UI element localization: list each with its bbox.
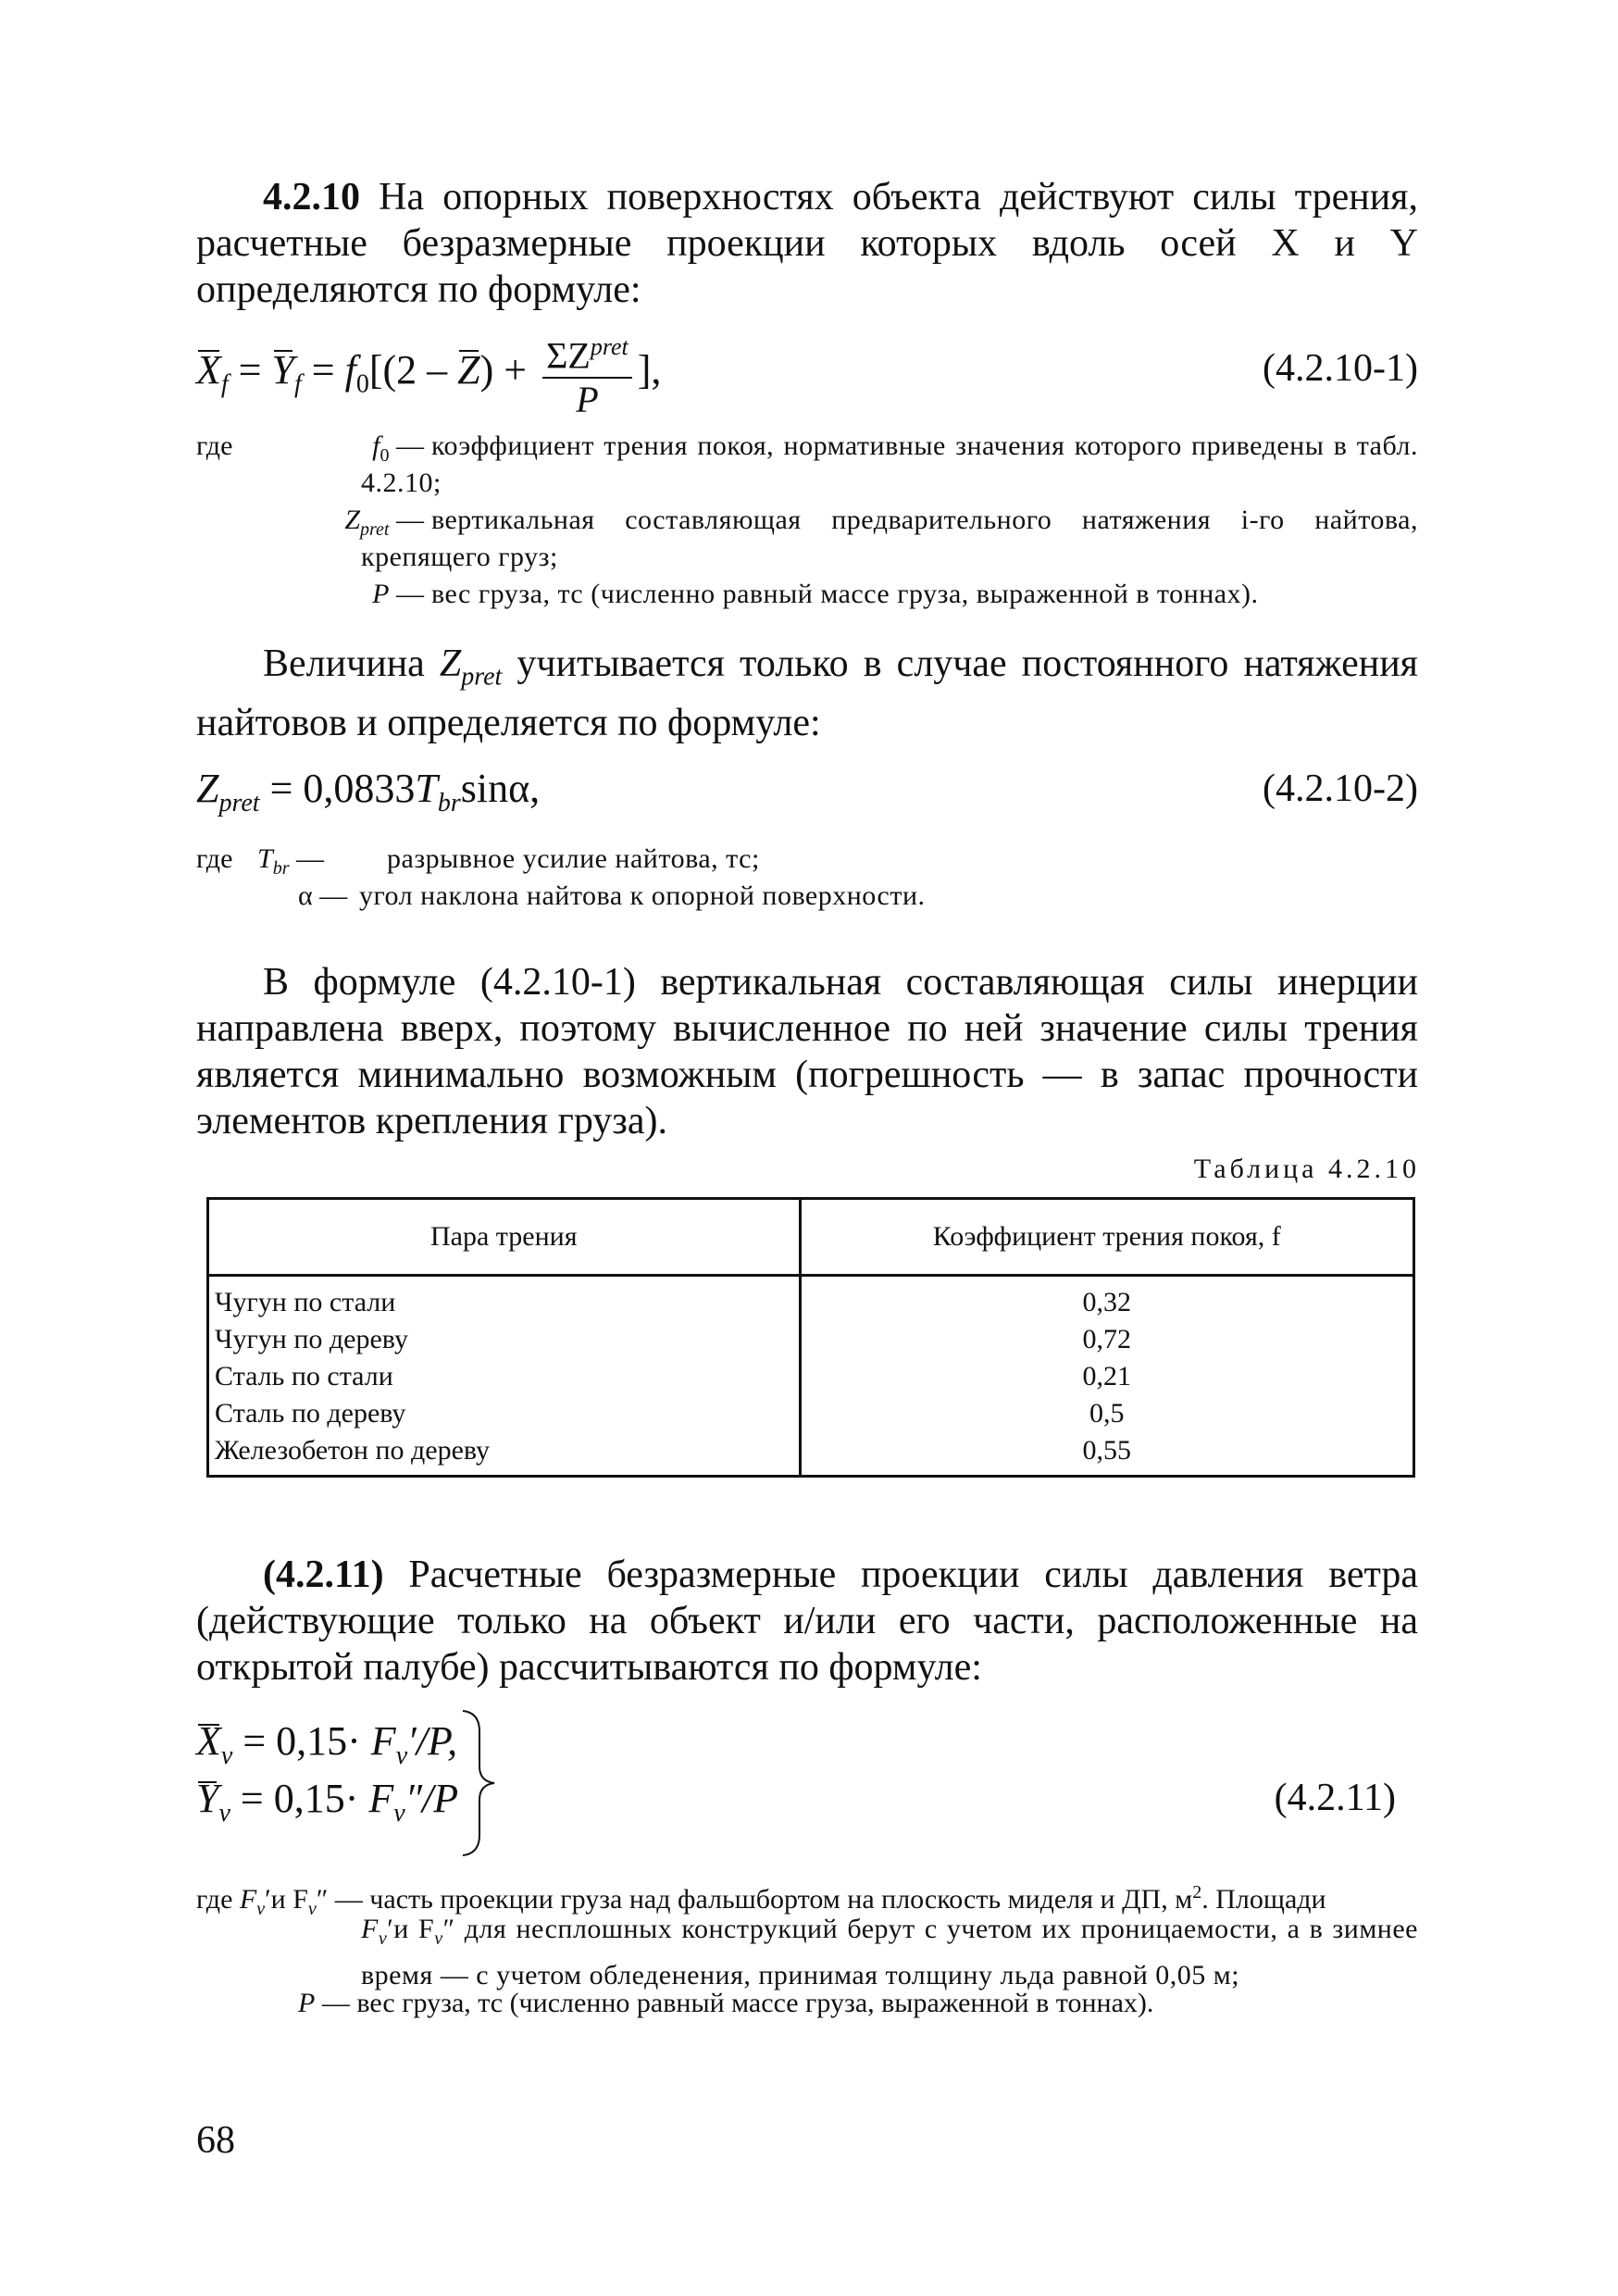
formula-2-rhs: = 0,0833 bbox=[259, 766, 416, 811]
tbr-symbol: T bbox=[415, 766, 438, 811]
where-block-1 bbox=[196, 428, 1418, 613]
where-block-3 bbox=[196, 1874, 1418, 2022]
formula-4-2-10-2 bbox=[196, 765, 540, 818]
zpret-symbol: Z bbox=[439, 643, 462, 685]
section-number: 4.2.10 bbox=[263, 176, 360, 218]
where-fv-sub-2: v bbox=[307, 1899, 317, 1919]
friction-table bbox=[206, 1197, 1415, 1478]
table-cell-pair: Железобетон по дереву bbox=[208, 1432, 801, 1477]
zpret-paragraph bbox=[196, 641, 1418, 746]
table-row bbox=[208, 1321, 1414, 1358]
table-row bbox=[208, 1358, 1414, 1395]
table-cell-value: 0,55 bbox=[800, 1432, 1413, 1477]
xv-symbol: X bbox=[196, 1718, 221, 1764]
zpret-para-text-b: учитывается только в случае постоянного натяжения найтовов и определяется по формуле: bbox=[196, 643, 1418, 745]
fv-subscript: v bbox=[395, 1741, 408, 1770]
x-f-symbol: X bbox=[196, 346, 221, 393]
section-4-2-10-paragraph bbox=[196, 174, 1418, 313]
table-header-row bbox=[208, 1199, 1414, 1276]
yv-subscript: v bbox=[218, 1798, 230, 1828]
fv2-double-prime: ″ bbox=[404, 1775, 423, 1821]
where-fv-sup: 2 bbox=[1192, 1882, 1202, 1903]
y-f-symbol: Y bbox=[271, 346, 294, 393]
y-f-subscript: f bbox=[293, 369, 302, 399]
fraction-denominator: P bbox=[576, 379, 599, 421]
fraction bbox=[542, 326, 632, 421]
yv-end: /P bbox=[422, 1775, 459, 1821]
where-label-2: где bbox=[196, 843, 233, 874]
fraction-numerator: $\Sigma Z^{pret}$ bbox=[542, 326, 632, 379]
where-text-p: вес груза, тс (численно равный массе груза, выраженной в тоннах). bbox=[431, 579, 1259, 609]
right-brace-icon bbox=[461, 1709, 498, 1857]
fv-prime: ′ bbox=[407, 1718, 417, 1764]
fv2-symbol: F bbox=[368, 1775, 394, 1821]
equation-number-4-2-10-2: (4.2.10-2) bbox=[1263, 767, 1418, 810]
table-caption: Таблица 4.2.10 bbox=[1193, 1154, 1420, 1184]
table-cell-pair: Сталь по дереву bbox=[208, 1395, 801, 1432]
table-header-pair: Пара трения bbox=[208, 1199, 801, 1276]
equals-sign-2: = bbox=[301, 346, 345, 393]
where-symbol-tbr: $T_{br}$ — bbox=[257, 843, 324, 879]
where-fv2-sub-2: v bbox=[434, 1928, 443, 1949]
table-cell-pair: Чугун по стали bbox=[208, 1276, 801, 1322]
table-row bbox=[208, 1276, 1414, 1322]
tbr-subscript: br bbox=[437, 788, 461, 817]
where-symbol-p: P — bbox=[372, 579, 424, 609]
zpret-subscript: pret bbox=[461, 662, 503, 692]
formula-x-line bbox=[196, 1720, 458, 1778]
yv-rhs: = 0,15· bbox=[230, 1775, 369, 1821]
yv-symbol: Y bbox=[196, 1775, 219, 1821]
fv2-subscript: v bbox=[393, 1798, 405, 1828]
table-cell-value: 0,72 bbox=[800, 1321, 1413, 1358]
section-text-2: Расчетные безразмерные проекции силы давления ветра (действующие только на объект и/или его части, расположенные на открытой палубе) рассчитываются по формуле: bbox=[196, 1554, 1418, 1689]
table-cell-pair: Сталь по стали bbox=[208, 1358, 801, 1395]
formula-4-2-11 bbox=[196, 1720, 458, 1835]
section-4-2-11-paragraph bbox=[196, 1552, 1418, 1691]
inertia-paragraph: В формуле (4.2.10-1) вертикальная составляющая силы инерции направлена вверх, поэтому вычисленное по ней значение силы трения является минимально возможным (погрешность — в запас прочности элементов крепления груза). bbox=[196, 961, 1418, 1142]
table-cell-value: 0,5 bbox=[800, 1395, 1413, 1432]
table-row bbox=[208, 1432, 1414, 1477]
where-text-zpret: вертикальная составляющая предварительного натяжения i-го найтова, крепящего груз; bbox=[361, 505, 1418, 572]
page-number: 68 bbox=[196, 2119, 235, 2162]
where-fv2-symbol: F bbox=[361, 1914, 379, 1944]
xv-end: /P, bbox=[416, 1718, 458, 1764]
where-text-f0: коэффициент трения покоя, нормативные значения которого приведены в табл. 4.2.10; bbox=[361, 430, 1418, 498]
where-line-fv-cont bbox=[361, 1911, 1418, 1994]
section-number-2: (4.2.11) bbox=[263, 1554, 384, 1596]
formula-2-end: sinα, bbox=[460, 766, 541, 811]
table-header-coefficient: Коэффициент трения покоя, f bbox=[800, 1199, 1413, 1276]
where-line-p bbox=[298, 1985, 1153, 2022]
where-symbol-zpret: $Z_{pret}$ — bbox=[344, 505, 424, 540]
x-f-subscript: f bbox=[220, 369, 229, 399]
where-label-3: где bbox=[196, 1884, 233, 1915]
equation-number-4-2-11: (4.2.11) bbox=[1274, 1777, 1396, 1819]
formula-4-2-10-1 bbox=[196, 326, 661, 421]
table-row bbox=[208, 1395, 1414, 1432]
formula-y-line bbox=[196, 1775, 459, 1835]
table-cell-value: 0,21 bbox=[800, 1358, 1413, 1395]
where-fv-symbol: F bbox=[239, 1884, 257, 1915]
zpret-lhs-subscript: pret bbox=[218, 788, 260, 817]
where-fv2-sub: v bbox=[378, 1928, 388, 1949]
formula-end: ], bbox=[637, 346, 662, 393]
where-fv-text-b: ″ — часть проекции груза над фальшбортом на плоскость миделя и ДП, м bbox=[316, 1884, 1193, 1915]
table-cell-pair: Чугун по дереву bbox=[208, 1321, 801, 1358]
where-fv-sub: v bbox=[256, 1899, 266, 1919]
f0-subscript: 0 bbox=[355, 369, 369, 399]
formula-close: ) + bbox=[479, 346, 538, 393]
zpret-lhs: Z bbox=[196, 766, 219, 811]
where-p-symbol: P bbox=[298, 1988, 316, 2018]
z-symbol: Z bbox=[457, 346, 480, 393]
where-fv-text-a: ′и F bbox=[265, 1884, 308, 1915]
where-symbol-f0: $f_0$ — bbox=[372, 430, 424, 466]
fv-symbol: F bbox=[370, 1718, 396, 1764]
xv-subscript: v bbox=[220, 1741, 233, 1770]
table-cell-value: 0,32 bbox=[800, 1276, 1413, 1322]
where-fv-text-c: . Площади bbox=[1201, 1884, 1326, 1915]
where-block-2 bbox=[196, 841, 1418, 915]
where-fv2-text-b: ″ для несплошных конструкций берут с учетом их проницаемости, а в зимнее время — с учетом обледенения, принимая толщину льда равной 0,05 м; bbox=[361, 1914, 1418, 1990]
where-label: где bbox=[196, 430, 233, 461]
where-text-tbr: разрывное усилие найтова, тс; bbox=[387, 843, 760, 874]
formula-open: [(2 – bbox=[368, 346, 458, 393]
equation-number-4-2-10-1: (4.2.10-1) bbox=[1263, 347, 1418, 390]
zpret-para-text-a: Величина bbox=[263, 643, 440, 685]
where-fv2-text-a: ′и F bbox=[387, 1914, 435, 1944]
f0-symbol: f bbox=[344, 346, 356, 393]
where-p-text: — вес груза, тс (численно равный массе груза, выраженной в тоннах). bbox=[315, 1988, 1154, 2018]
equals-sign: = bbox=[228, 346, 272, 393]
where-symbol-alpha: α — bbox=[298, 880, 348, 911]
where-text-alpha: угол наклона найтова к опорной поверхности. bbox=[359, 880, 926, 911]
xv-rhs: = 0,15· bbox=[232, 1718, 371, 1764]
section-text: На опорных поверхностях объекта действуют силы трения, расчетные безразмерные проекции которых вдоль осей X и Y определяются по формуле: bbox=[196, 176, 1418, 311]
